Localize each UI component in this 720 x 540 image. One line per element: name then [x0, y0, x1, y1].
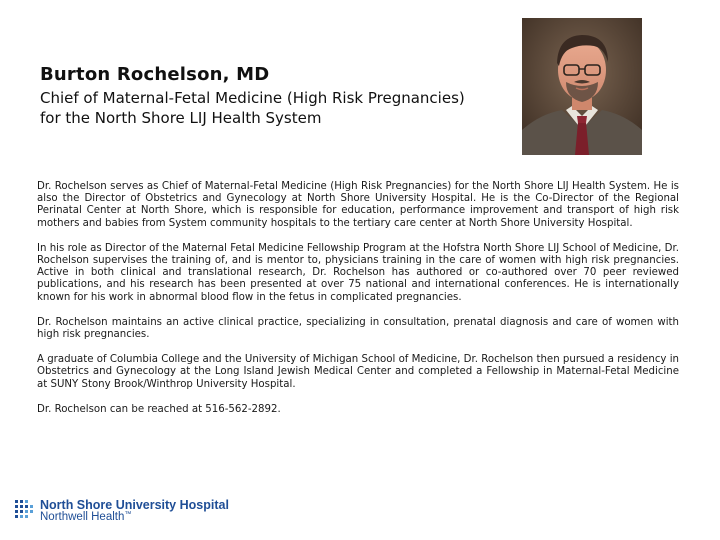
bio-paragraph-contact: Dr. Rochelson can be reached at 516-562-2892. [37, 403, 281, 415]
bio-paragraph-role: Dr. Rochelson serves as Chief of Maternal-Fetal Medicine (High Risk Pregnancies) for the North Shore LIJ Health System. He is also the Director of Obstetrics and Gynecology at North Shore University Hospital. He is the Co-Director of the Regional Perinatal Center at North Shore, which is responsible for education, performance improvement and transport of high risk mothers and babies from System community hospitals to the tertiary care center at North Shore University Hospital. [37, 181, 679, 229]
bio-paragraph-education: A graduate of Columbia College and the University of Michigan School of Medicine, Dr. Rochelson then pursued a residency in Obstetrics and Gynecology at the Long Island Jewish Medical Center and completed a Fellowship in Maternal-Fetal Medicine at SUNY Stony Brook/Winthrop University Hospital. [37, 354, 679, 390]
doctor-title: Chief of Maternal-Fetal Medicine (High Risk Pregnancies) for the North Shore LIJ Health System [40, 89, 465, 127]
portrait-illustration [522, 18, 642, 155]
bio-paragraph-fellowship: In his role as Director of the Maternal Fetal Medicine Fellowship Program at the Hofstra North Shore LIJ School of Medicine, Dr. Rochelson supervises the training of, and is mentor to, physicians training in the care of women with high risk pregnancies. Active in both clinical and translational research, Dr. Rochelson has authored or co-authored over 70 peer reviewed publications, and his research has been presented at over 75 national and international conferences. He is internationally known for his work in abnormal blood flow in the fetus in complicated pregnancies. [37, 242, 679, 303]
logo-system-name [40, 511, 131, 523]
logo-hospital-name: North Shore University Hospital [40, 498, 229, 512]
logo-trademark: ™ [124, 511, 132, 518]
doctor-name: Burton Rochelson, MD [40, 64, 270, 85]
biography [37, 181, 679, 429]
bio-paragraph-practice: Dr. Rochelson maintains an active clinical practice, specializing in consultation, prenatal diagnosis and care of women with high risk pregnancies. [37, 316, 679, 341]
logo-mark-icon [14, 498, 36, 520]
hospital-logo [14, 496, 254, 526]
doctor-portrait-photo [522, 18, 642, 155]
logo-system-label: Northwell Health [40, 511, 125, 523]
